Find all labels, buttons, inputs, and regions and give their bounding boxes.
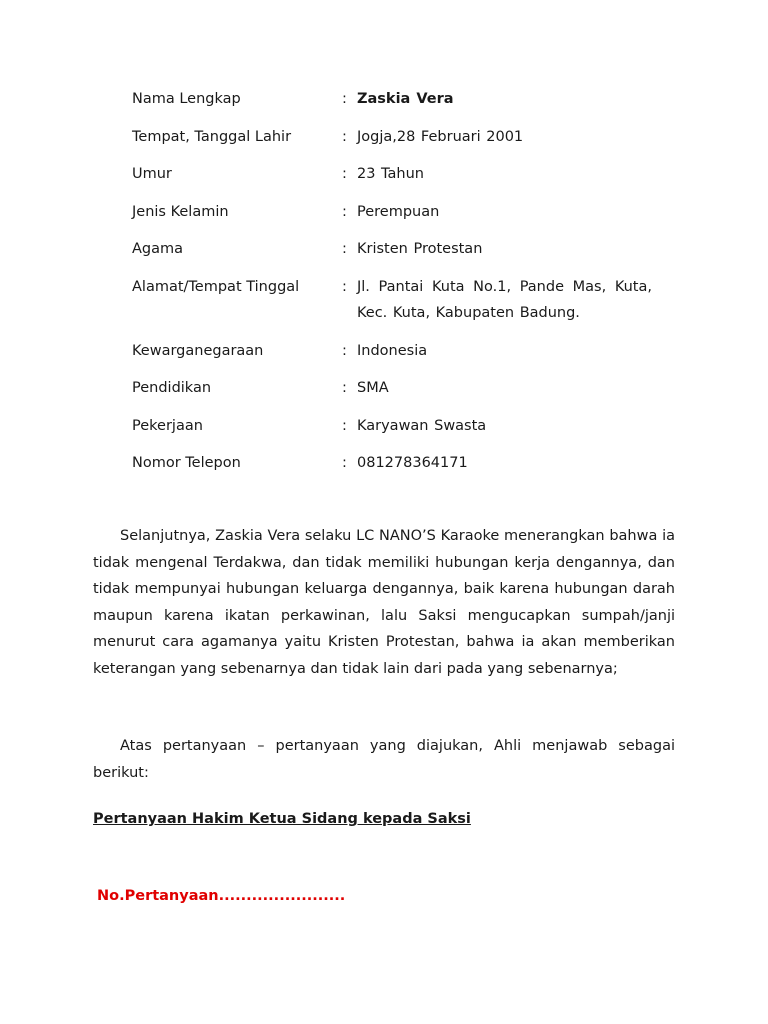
identity-row-address xyxy=(132,274,652,338)
identity-value: 081278364171 xyxy=(357,455,468,471)
identity-label: Tempat, Tanggal Lahir xyxy=(132,128,292,145)
identity-value: Perempuan xyxy=(357,203,440,220)
identity-row-citizenship xyxy=(132,338,652,376)
identity-colon: : xyxy=(342,380,347,396)
identity-colon: : xyxy=(342,342,347,359)
identity-label: Pendidikan xyxy=(132,380,212,396)
identity-label: Alamat/Tempat Tinggal xyxy=(132,278,300,295)
identity-row-phone xyxy=(132,450,652,488)
identity-row-gender xyxy=(132,199,652,237)
identity-colon: : xyxy=(342,278,347,295)
identity-row-name xyxy=(132,86,652,124)
identity-value: Karyawan Swasta xyxy=(357,417,487,434)
identity-value: Zaskia Vera xyxy=(357,91,454,107)
identity-colon: : xyxy=(342,128,347,145)
identity-value: Kristen Protestan xyxy=(357,241,483,257)
identity-row-occupation xyxy=(132,413,652,451)
identity-value: 23 Tahun xyxy=(357,166,424,182)
identity-label: Umur xyxy=(132,166,172,182)
section-heading: Pertanyaan Hakim Ketua Sidang kepada Saksi xyxy=(93,811,471,827)
identity-label: Agama xyxy=(132,241,184,257)
identity-table xyxy=(132,86,652,488)
intro-questions-paragraph: Atas pertanyaan – pertanyaan yang diajukan, Ahli menjawab sebagai berikut: xyxy=(93,738,675,781)
identity-value: SMA xyxy=(357,380,389,396)
identity-label: Kewarganegaraan xyxy=(132,342,264,359)
identity-label: Nama Lengkap xyxy=(132,91,241,107)
identity-row-birth xyxy=(132,124,652,162)
identity-value: Jl. Pantai Kuta No.1, Pande Mas, Kuta, Kec. Kuta, Kabupaten Badung. xyxy=(357,278,652,321)
identity-row-age xyxy=(132,161,652,199)
identity-row-religion xyxy=(132,236,652,274)
question-number-label: No.Pertanyaan....................... xyxy=(97,888,346,904)
identity-colon: : xyxy=(342,166,347,182)
identity-label: Pekerjaan xyxy=(132,417,203,434)
identity-value: Jogja,28 Februari 2001 xyxy=(357,128,524,145)
identity-row-education xyxy=(132,375,652,413)
identity-colon: : xyxy=(342,455,347,471)
identity-label: Jenis Kelamin xyxy=(132,203,229,220)
identity-colon: : xyxy=(342,91,347,107)
identity-colon: : xyxy=(342,203,347,220)
identity-colon: : xyxy=(342,241,347,257)
identity-label: Nomor Telepon xyxy=(132,455,241,471)
identity-value: Indonesia xyxy=(357,342,428,359)
identity-colon: : xyxy=(342,417,347,434)
statement-paragraph: Selanjutnya, Zaskia Vera selaku LC NANO’S Karaoke menerangkan bahwa ia tidak mengenal Terdakwa, dan tidak memiliki hubungan kerja dengannya, dan tidak mempunyai hubungan keluarga dengannya, baik karena hubungan darah maupun karena ikatan perkawinan, lalu Saksi mengucapkan sumpah/janji menurut cara agamanya yaitu Kristen Protestan, bahwa ia akan memberikan keterangan yang sebenarnya dan tidak lain dari pada yang sebenarnya; xyxy=(93,528,675,677)
